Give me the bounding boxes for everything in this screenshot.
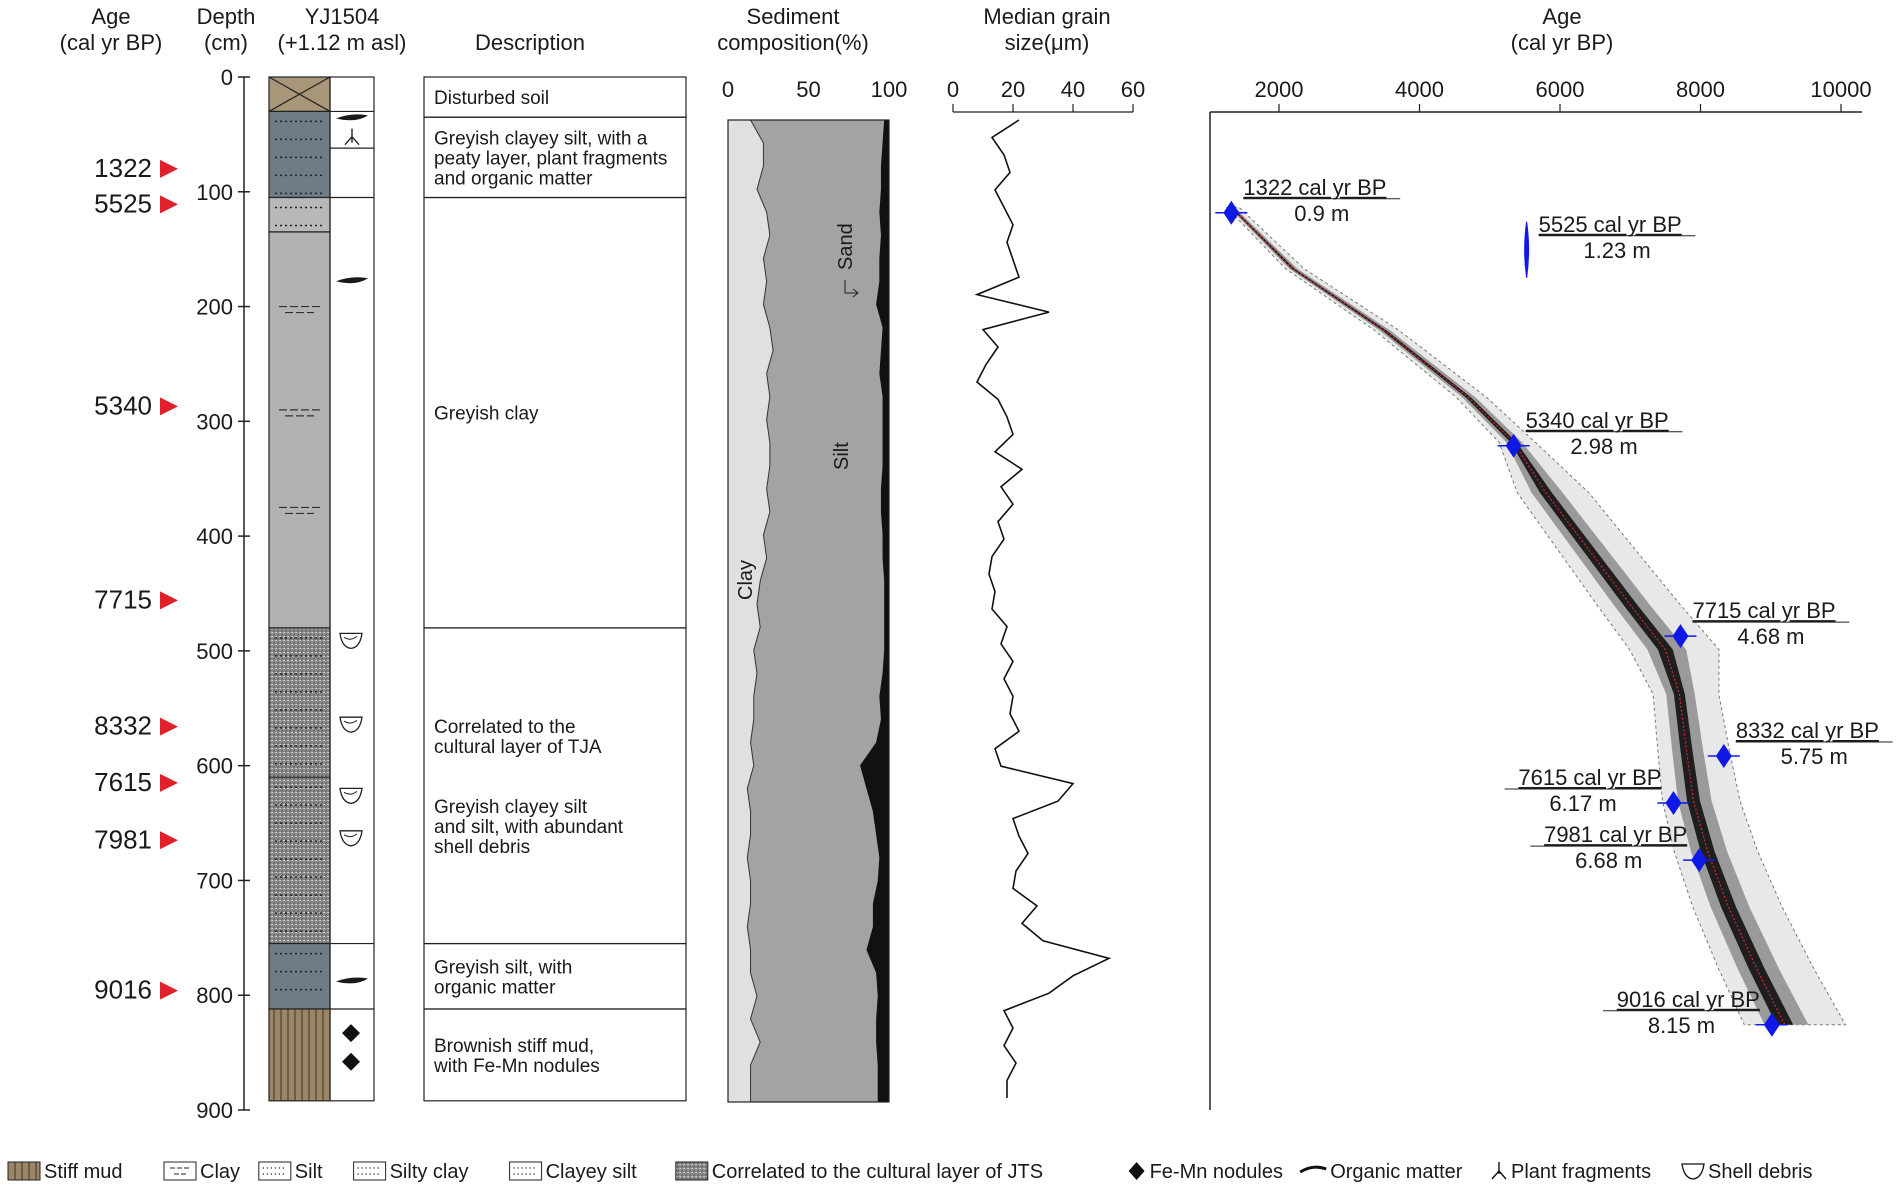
shell-debris-symbol [340,717,362,732]
age-marker-label: 5525 [94,188,152,219]
sediment-header-line1: Sediment [746,4,840,29]
legend-label: Clay [200,1161,241,1183]
age-marker-triangle [160,774,178,792]
clay-label: Clay [735,559,757,600]
description-column [424,77,686,1101]
depth-tick-label: 600 [196,753,233,779]
plant-fragment-symbol [345,129,359,145]
age-marker-triangle [160,718,178,736]
grain-size-line [977,120,1109,1098]
description-text: with Fe-Mn nodules [434,1055,600,1077]
age-model-header-line1: Age [1542,4,1582,29]
shell-debris-symbol [340,831,362,846]
radiocarbon-date [1708,718,1893,769]
shell-debris-symbol [340,633,362,648]
legend-label: Fe-Mn nodules [1149,1161,1284,1183]
composition-tick-label: 100 [870,77,908,102]
age-marker-triangle [160,195,178,213]
age-tick-label: 6000 [1535,77,1585,102]
legend-swatch [676,1162,708,1180]
age-tick-label: 8000 [1676,77,1725,102]
depth-tick-label: 900 [196,1098,233,1123]
legend-item-organic [1300,1161,1463,1183]
median-grain-size-plot [947,77,1145,1098]
legend-swatch [8,1162,40,1180]
legend-label: Silty clay [389,1161,469,1183]
legend-label: Silt [294,1161,323,1183]
description-text: Greyish silt, with [434,957,573,979]
age-marker-label: 7715 [94,584,152,615]
legend-swatch [1492,1162,1506,1179]
legend-label: Stiff mud [44,1161,123,1183]
date-depth-label: 2.98 m [1570,433,1638,459]
age-marker-label: 5340 [94,390,152,421]
depth-header-line2: (cm) [204,30,248,55]
description-text: organic matter [434,977,556,999]
date-depth-label: 4.68 m [1737,624,1805,650]
description-text: Disturbed soil [434,88,550,110]
sediment-header-line2: composition(%) [717,30,869,55]
depth-header-line1: Depth [196,4,256,29]
sand-label: Sand [835,223,857,270]
date-label: 7715 cal yr BP [1692,598,1836,624]
description-text: Correlated to the [434,716,576,738]
core-header-line1: YJ1504 [304,4,380,29]
legend-item-silt [259,1161,323,1183]
date-label: 1322 cal yr BP [1243,174,1387,200]
age-depth-model-plot [1210,77,1893,1110]
date-depth-label: 1.23 m [1583,237,1651,263]
grain-tick-label: 20 [1000,77,1026,102]
organic-matter-symbol [336,977,368,983]
age-marker-column [94,153,178,1005]
legend-item-silty-clay [354,1161,469,1183]
fe-mn-nodule-symbol [342,1053,360,1071]
composition-tick-label: 50 [796,77,821,102]
organic-matter-symbol [336,114,368,120]
sediment-composition-plot [722,77,907,1102]
date-depth-label: 5.75 m [1780,743,1848,769]
shell-debris-symbol [340,788,362,803]
fe-mn-nodule-symbol [342,1024,360,1042]
grain-tick-label: 0 [946,77,960,102]
date-label: 5340 cal yr BP [1525,407,1669,433]
legend-item-shell [1682,1161,1813,1183]
depth-tick-label: 400 [196,524,233,550]
column-headers [60,4,1614,55]
description-text: and organic matter [434,168,593,190]
lithology-layer [269,777,330,943]
lithology-layer [269,232,330,628]
description-text: peaty layer, plant fragments [434,148,668,170]
legend-label: Correlated to the cultural layer of JTS [711,1161,1044,1183]
description-box [424,628,686,944]
depth-tick-label: 500 [196,638,233,664]
depth-tick-label: 300 [196,409,233,435]
legend-label: Clayey silt [545,1161,637,1183]
age-marker-triangle [160,591,178,609]
radiocarbon-date [1525,212,1696,278]
description-text: cultural layer of TJA [434,736,602,758]
age-marker-triangle [160,831,178,849]
grain-header-line1: Median grain [983,4,1111,29]
date-depth-label: 6.17 m [1549,791,1617,817]
organic-matter-symbol [336,277,368,283]
core-header-line2: (+1.12 m asl) [277,30,407,55]
age-marker-label: 8332 [94,710,152,741]
age-tick-label: 10000 [1810,77,1872,102]
description-text: Greyish clayey silt, with a [434,128,648,150]
legend-item-cultural [676,1161,1043,1183]
description-text: shell debris [434,836,531,858]
legend-item-clayey-silt [510,1161,638,1183]
legend-label: Shell debris [1708,1161,1813,1183]
age-header-line1: Age [91,4,131,29]
age-marker-label: 7615 [94,766,152,797]
grain-tick-label: 40 [1060,77,1086,102]
lithology-layer [269,1009,330,1101]
legend-item-plant [1492,1161,1651,1183]
age-marker-label: 9016 [94,974,152,1005]
legend-swatch [1300,1167,1326,1172]
description-text: and silt, with abundant [434,816,624,838]
depth-tick-label: 700 [196,868,233,894]
legend-swatch [1129,1162,1145,1180]
description-header: Description [474,30,586,55]
description-text: Greyish clayey silt [434,796,588,818]
legend-swatch [354,1162,386,1180]
silt-label: Silt [831,442,853,470]
legend [8,1161,1813,1183]
lithology-layer [269,111,330,197]
depth-tick-label: 800 [196,983,233,1009]
legend-swatch [1682,1164,1704,1179]
age-tick-label: 2000 [1254,77,1304,102]
age-marker-label: 7981 [94,824,152,855]
composition-tick-label: 0 [721,77,735,102]
age-model-header-line2: (cal yr BP) [1510,30,1614,55]
legend-item-nodule [1129,1161,1283,1183]
date-depth-label: 8.15 m [1647,1012,1716,1038]
date-label: 8332 cal yr BP [1735,717,1879,743]
date-label: 9016 cal yr BP [1616,986,1760,1012]
legend-swatch [259,1162,291,1180]
date-label: 7615 cal yr BP [1518,765,1662,791]
grain-header-line2: size(μm) [1004,30,1090,55]
age-marker-label: 1322 [94,152,152,183]
depth-axis [196,65,250,1123]
age-header-line2: (cal yr BP) [59,30,163,55]
lithology-column [269,77,374,1101]
date-label: 5525 cal yr BP [1538,211,1682,237]
legend-item-clay [164,1161,240,1183]
legend-label: Organic matter [1330,1161,1463,1183]
legend-label: Plant fragments [1511,1161,1652,1183]
lithology-layer [269,198,330,232]
legend-swatch [164,1162,196,1180]
depth-tick-label: 0 [220,65,233,90]
date-depth-label: 6.68 m [1575,848,1643,874]
age-marker-triangle [160,160,178,178]
age-marker-triangle [160,982,178,1000]
grain-tick-label: 60 [1120,77,1146,102]
age-marker-triangle [160,397,178,415]
lithology-layer [269,628,330,777]
age-tick-label: 4000 [1395,77,1444,102]
date-label: 7981 cal yr BP [1544,822,1688,848]
depth-tick-label: 100 [196,179,233,205]
description-text: Greyish clay [434,403,539,425]
depth-tick-label: 200 [196,294,233,320]
legend-item-stiff-mud [8,1161,123,1183]
date-depth-label: 0.9 m [1294,200,1350,226]
description-text: Brownish stiff mud, [434,1035,595,1057]
legend-swatch [510,1162,542,1180]
